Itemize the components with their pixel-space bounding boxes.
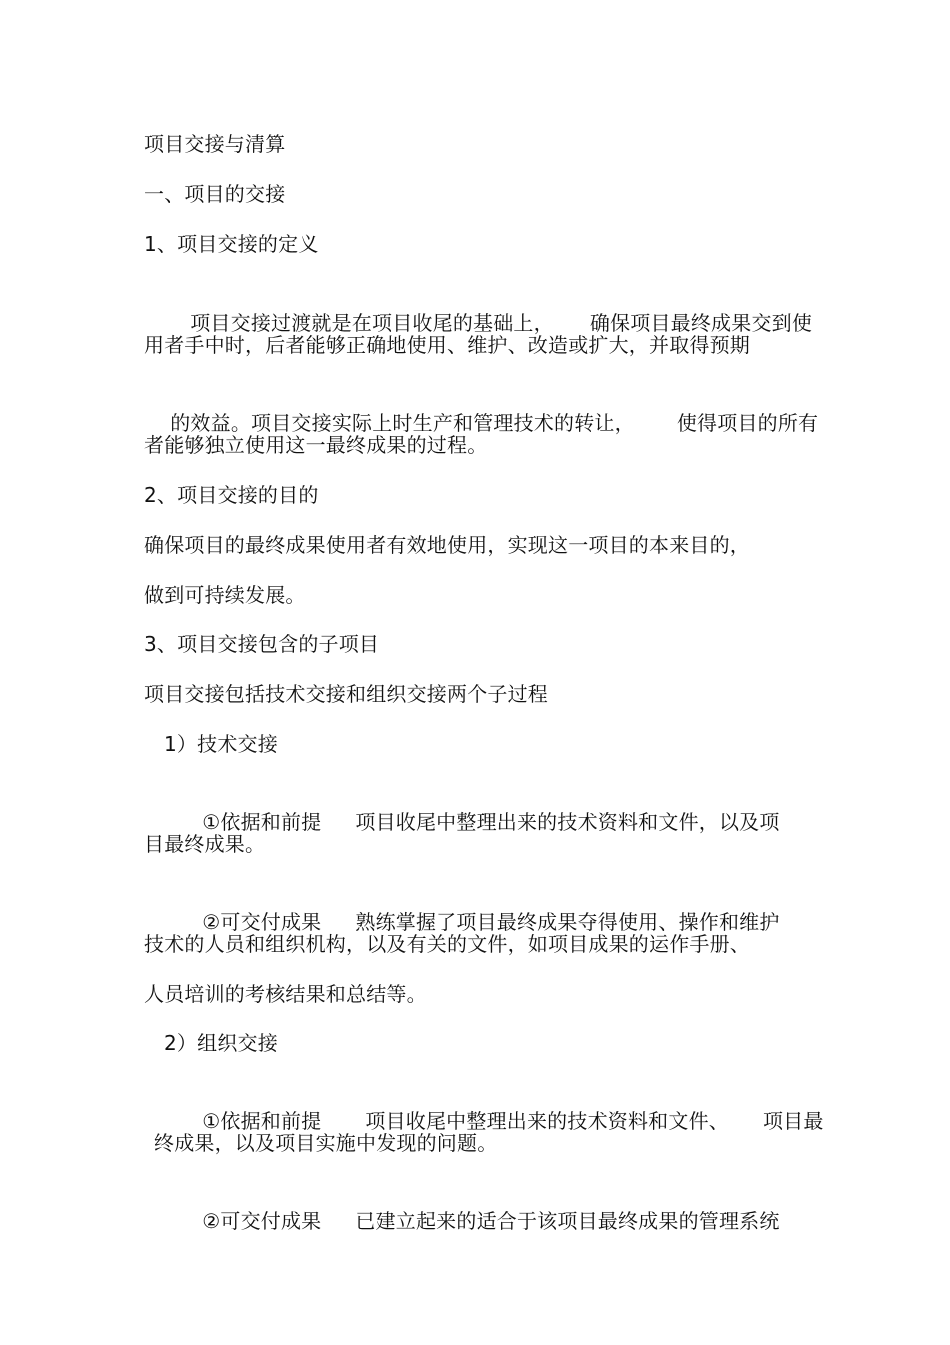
text-span: 项目收尾中整理出来的技术资料和文件，以及项 (355, 810, 780, 834)
paragraph-line: 目最终成果。 (144, 832, 266, 856)
paragraph-line: 者能够独立使用这一最终成果的过程。 (144, 433, 488, 457)
section-heading: 一、项目的交接 (144, 182, 286, 206)
item-label: ①依据和前提 (202, 810, 322, 834)
paragraph-line (176, 780, 780, 864)
text-span: 项目最 (762, 1109, 824, 1133)
item-label: ②可交付成果 (202, 910, 322, 934)
paragraph-line: 做到可持续发展。 (144, 583, 306, 607)
paragraph-line: 技术的人员和组织机构，以及有关的文件，如项目成果的运作手册、 (144, 932, 750, 956)
paragraph-line: 项目交接包括技术交接和组织交接两个子过程 (144, 682, 548, 706)
paragraph-line: 确保项目的最终成果使用者有效地使用，实现这一项目的本来目的， (144, 533, 750, 557)
document-title: 项目交接与清算 (144, 132, 286, 156)
text-span: 的效益。项目交接实际上时生产和管理技术的转让， (170, 411, 635, 435)
paragraph-line: 用者手中时，后者能够正确地使用、维护、改造或扩大，并取得预期 (144, 333, 750, 357)
text-span: 项目交接过渡就是在项目收尾的基础上， (190, 311, 554, 335)
subsection-heading: 2、项目交接的目的 (144, 483, 319, 507)
list-heading: 1）技术交接 (164, 732, 278, 756)
paragraph-line: 终成果，以及项目实施中发现的问题。 (154, 1131, 498, 1155)
item-label: ②可交付成果 (202, 1209, 322, 1233)
paragraph-line (176, 1179, 780, 1263)
paragraph-line: 人员培训的考核结果和总结等。 (144, 982, 427, 1006)
text-span: 熟练掌握了项目最终成果夺得使用、操作和维护 (355, 910, 780, 934)
text-span: 项目收尾中整理出来的技术资料和文件、 (365, 1109, 729, 1133)
list-heading: 2）组织交接 (164, 1031, 278, 1055)
text-span: 已建立起来的适合于该项目最终成果的管理系统 (355, 1209, 780, 1233)
text-span: 确保项目最终成果交到使 (589, 311, 813, 335)
text-span: 使得项目的所有 (676, 411, 819, 435)
item-label: ①依据和前提 (202, 1109, 322, 1133)
subsection-heading: 1、项目交接的定义 (144, 232, 319, 256)
subsection-heading: 3、项目交接包含的子项目 (144, 632, 380, 656)
